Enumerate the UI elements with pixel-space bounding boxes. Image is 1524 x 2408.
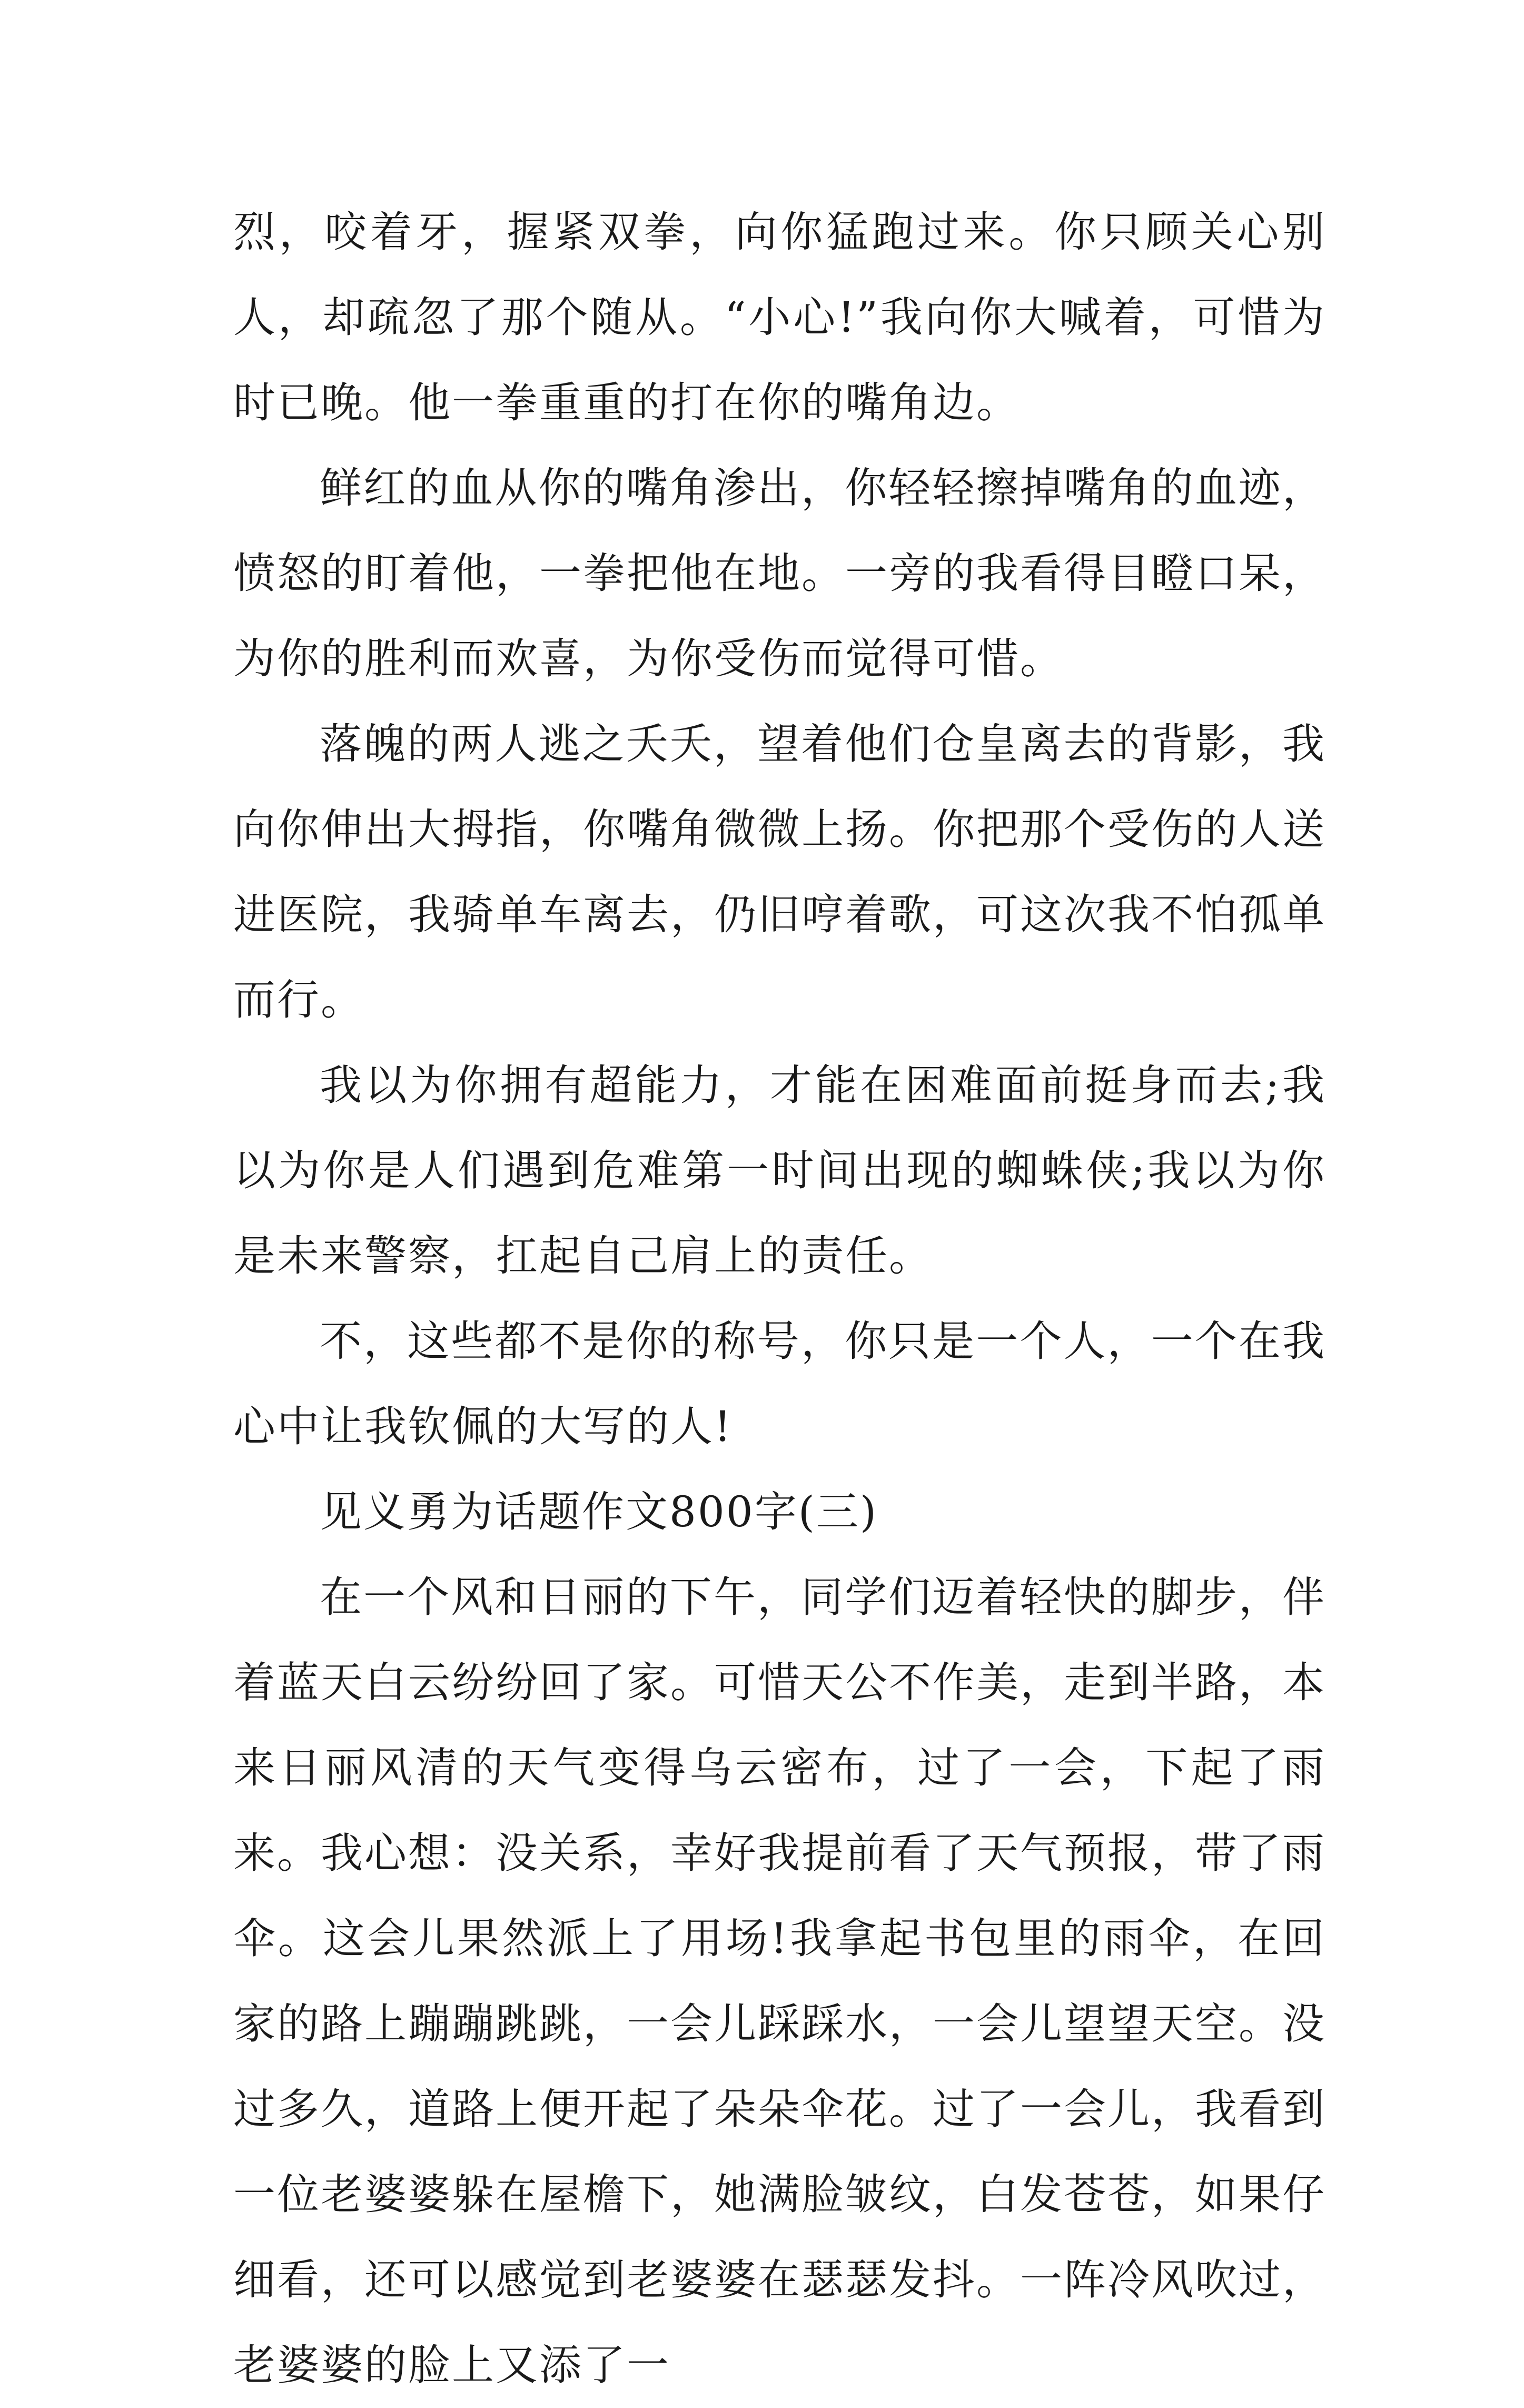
body-text: [233, 190, 1326, 2408]
paragraph-5: 不，这些都不是你的称号，你只是一个人，一个在我心中让我钦佩的大写的人!: [233, 1317, 1326, 1451]
paragraph-4: 我以为你拥有超能力，才能在困难面前挺身而去;我以为你是人们遇到危难第一时间出现的蜘蛛侠;我以为你是未来警察，扛起自己肩上的责任。: [233, 1061, 1326, 1280]
paragraph-3: 落魄的两人逃之夭夭，望着他们仓皇离去的背影，我向你伸出大拇指，你嘴角微微上扬。你把那个受伤的人送进医院，我骑单车离去，仍旧哼着歌，可这次我不怕孤单而行。: [233, 719, 1326, 1024]
section-heading: 见义勇为话题作文800字(三): [320, 1487, 878, 1536]
paragraph-1: 烈，咬着牙，握紧双拳，向你猛跑过来。你只顾关心别人，却疏忽了那个随从。“小心!”我向你大喊着，可惜为时已晚。他一拳重重的打在你的嘴角边。: [233, 208, 1326, 427]
paragraph-2: 鲜红的血从你的嘴角渗出，你轻轻擦掉嘴角的血迹，愤怒的盯着他，一拳把他在地。一旁的我看得目瞪口呆，为你的胜利而欢喜，为你受伤而觉得可惜。: [233, 463, 1326, 683]
paragraph-6: 在一个风和日丽的下午，同学们迈着轻快的脚步，伴着蓝天白云纷纷回了家。可惜天公不作美，走到半路，本来日丽风清的天气变得乌云密布，过了一会，下起了雨来。我心想：没关系，幸好我提前看了天气预报，带了雨伞。这会儿果然派上了用场!我拿起书包里的雨伞，在回家的路上蹦蹦跳跳，一会儿踩踩水，一会儿望望天空。没过多久，道路上便开起了朵朵伞花。过了一会儿，我看到一位老婆婆躲在屋檐下，她满脸皱纹，白发苍苍，如果仔细看，还可以感觉到老婆婆在瑟瑟发抖。一阵冷风吹过，老婆婆的脸上又添了一: [233, 1573, 1326, 2390]
